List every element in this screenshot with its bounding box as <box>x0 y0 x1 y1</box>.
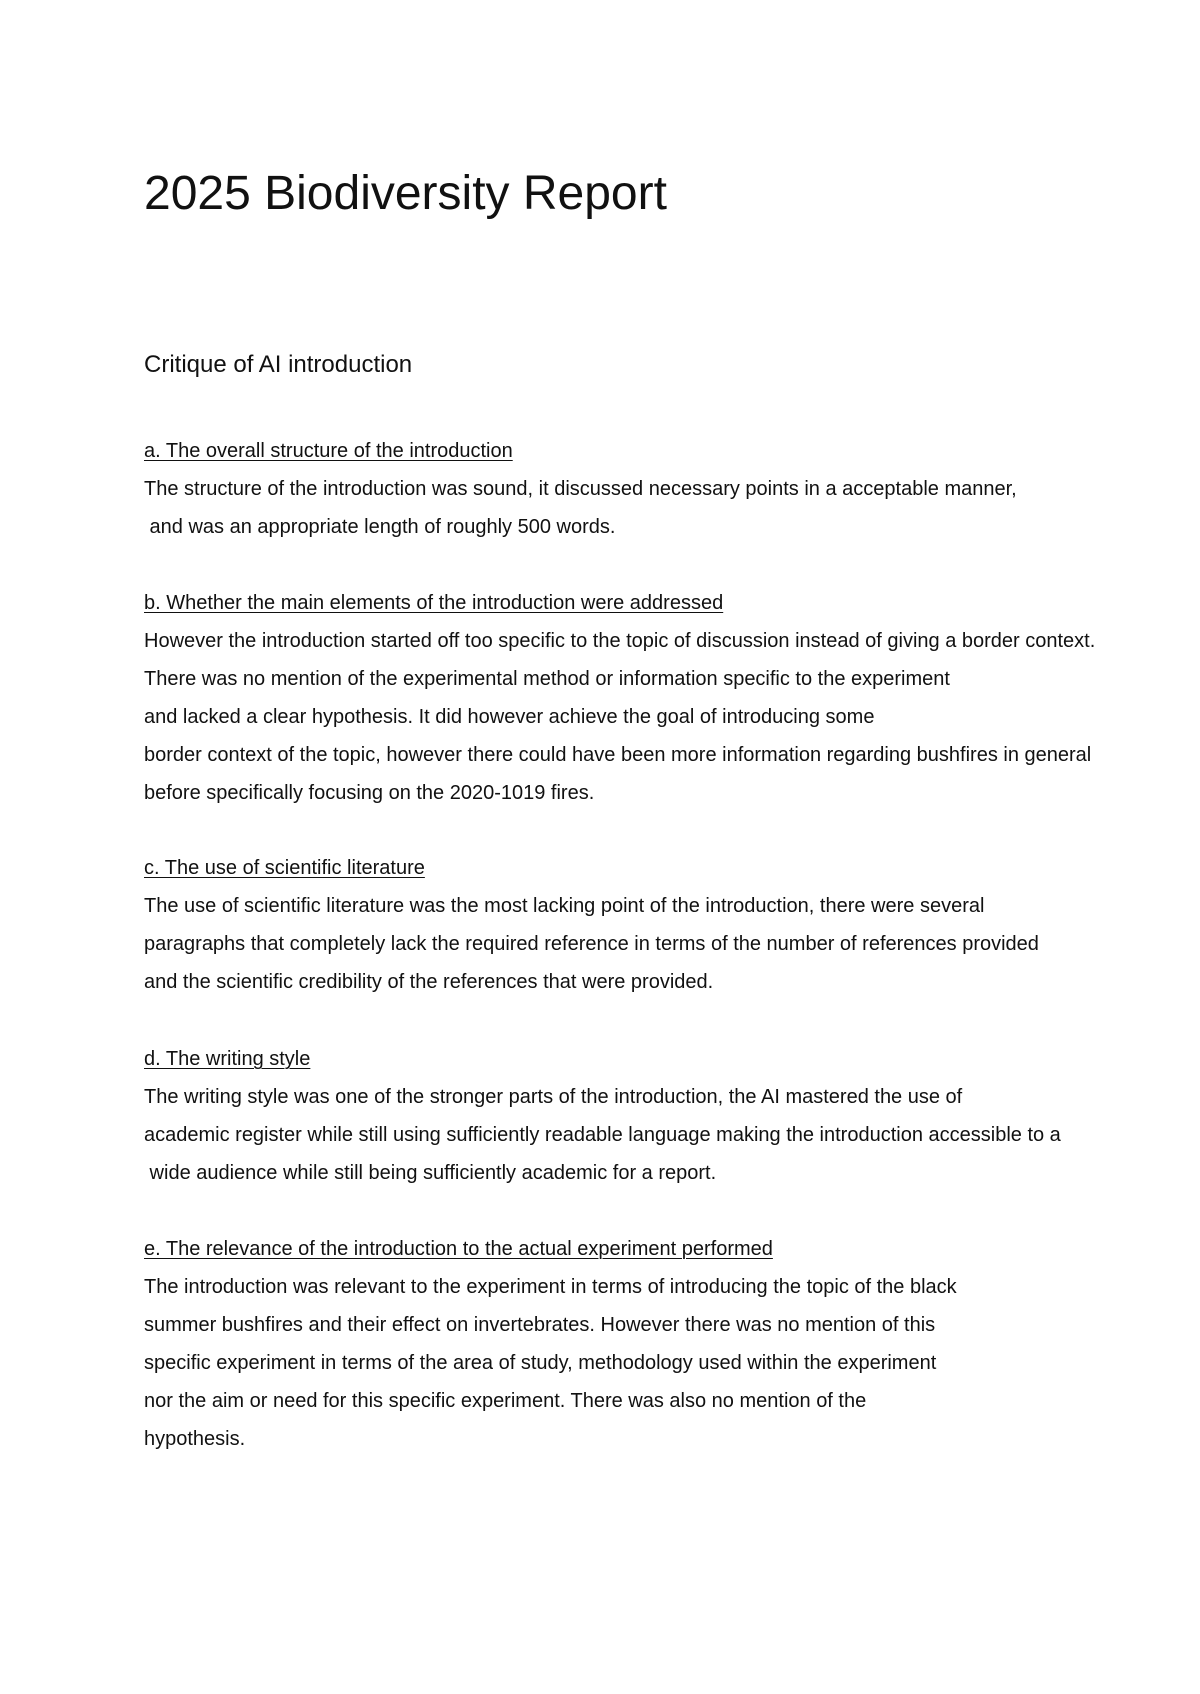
item-text-line: The structure of the introduction was sound, it discussed necessary points in a acceptable manner, <box>144 478 1017 500</box>
item-text-line: There was no mention of the experimental method or information specific to the experiment <box>144 668 950 690</box>
critique-item-structure <box>144 432 1194 546</box>
item-text-line: nor the aim or need for this specific experiment. There was also no mention of the <box>144 1390 867 1412</box>
item-text-line: hypothesis. <box>144 1428 246 1450</box>
item-text-line: However the introduction started off too specific to the topic of discussion instead of giving a border context. <box>144 630 1096 652</box>
critique-item-literature <box>144 849 1194 1001</box>
item-text-line: paragraphs that completely lack the required reference in terms of the number of references provided <box>144 933 1039 955</box>
item-heading: b. Whether the main elements of the introduction were addressed <box>144 592 724 614</box>
item-text-line: before specifically focusing on the 2020-1019 fires. <box>144 782 595 804</box>
item-text-line: specific experiment in terms of the area of study, methodology used within the experiment <box>144 1352 937 1374</box>
item-text-line: The writing style was one of the stronger parts of the introduction, the AI mastered the use of <box>144 1086 963 1108</box>
item-text-line: The use of scientific literature was the most lacking point of the introduction, there were several <box>144 895 985 917</box>
item-text-line: border context of the topic, however there could have been more information regarding bushfires in general <box>144 744 1092 766</box>
critique-item-writing-style <box>144 1040 1194 1192</box>
critique-item-main-elements <box>144 584 1194 812</box>
item-heading: d. The writing style <box>144 1048 311 1070</box>
critique-item-relevance <box>144 1230 1194 1458</box>
item-heading: c. The use of scientific literature <box>144 857 425 879</box>
item-text-line: The introduction was relevant to the experiment in terms of introducing the topic of the black <box>144 1276 957 1298</box>
item-text-line: wide audience while still being sufficiently academic for a report. <box>144 1162 717 1184</box>
item-text-line: and the scientific credibility of the references that were provided. <box>144 971 714 993</box>
section-heading: Critique of AI introduction <box>144 351 413 378</box>
document-title: 2025 Biodiversity Report <box>144 167 667 220</box>
item-text-line: and was an appropriate length of roughly 500 words. <box>144 516 616 538</box>
item-text-line: and lacked a clear hypothesis. It did however achieve the goal of introducing some <box>144 706 875 728</box>
item-text-line: academic register while still using sufficiently readable language making the introduction accessible to a <box>144 1124 1061 1146</box>
item-heading: e. The relevance of the introduction to the actual experiment performed <box>144 1238 773 1260</box>
item-text-line: summer bushfires and their effect on invertebrates. However there was no mention of this <box>144 1314 936 1336</box>
item-heading: a. The overall structure of the introduction <box>144 440 513 462</box>
